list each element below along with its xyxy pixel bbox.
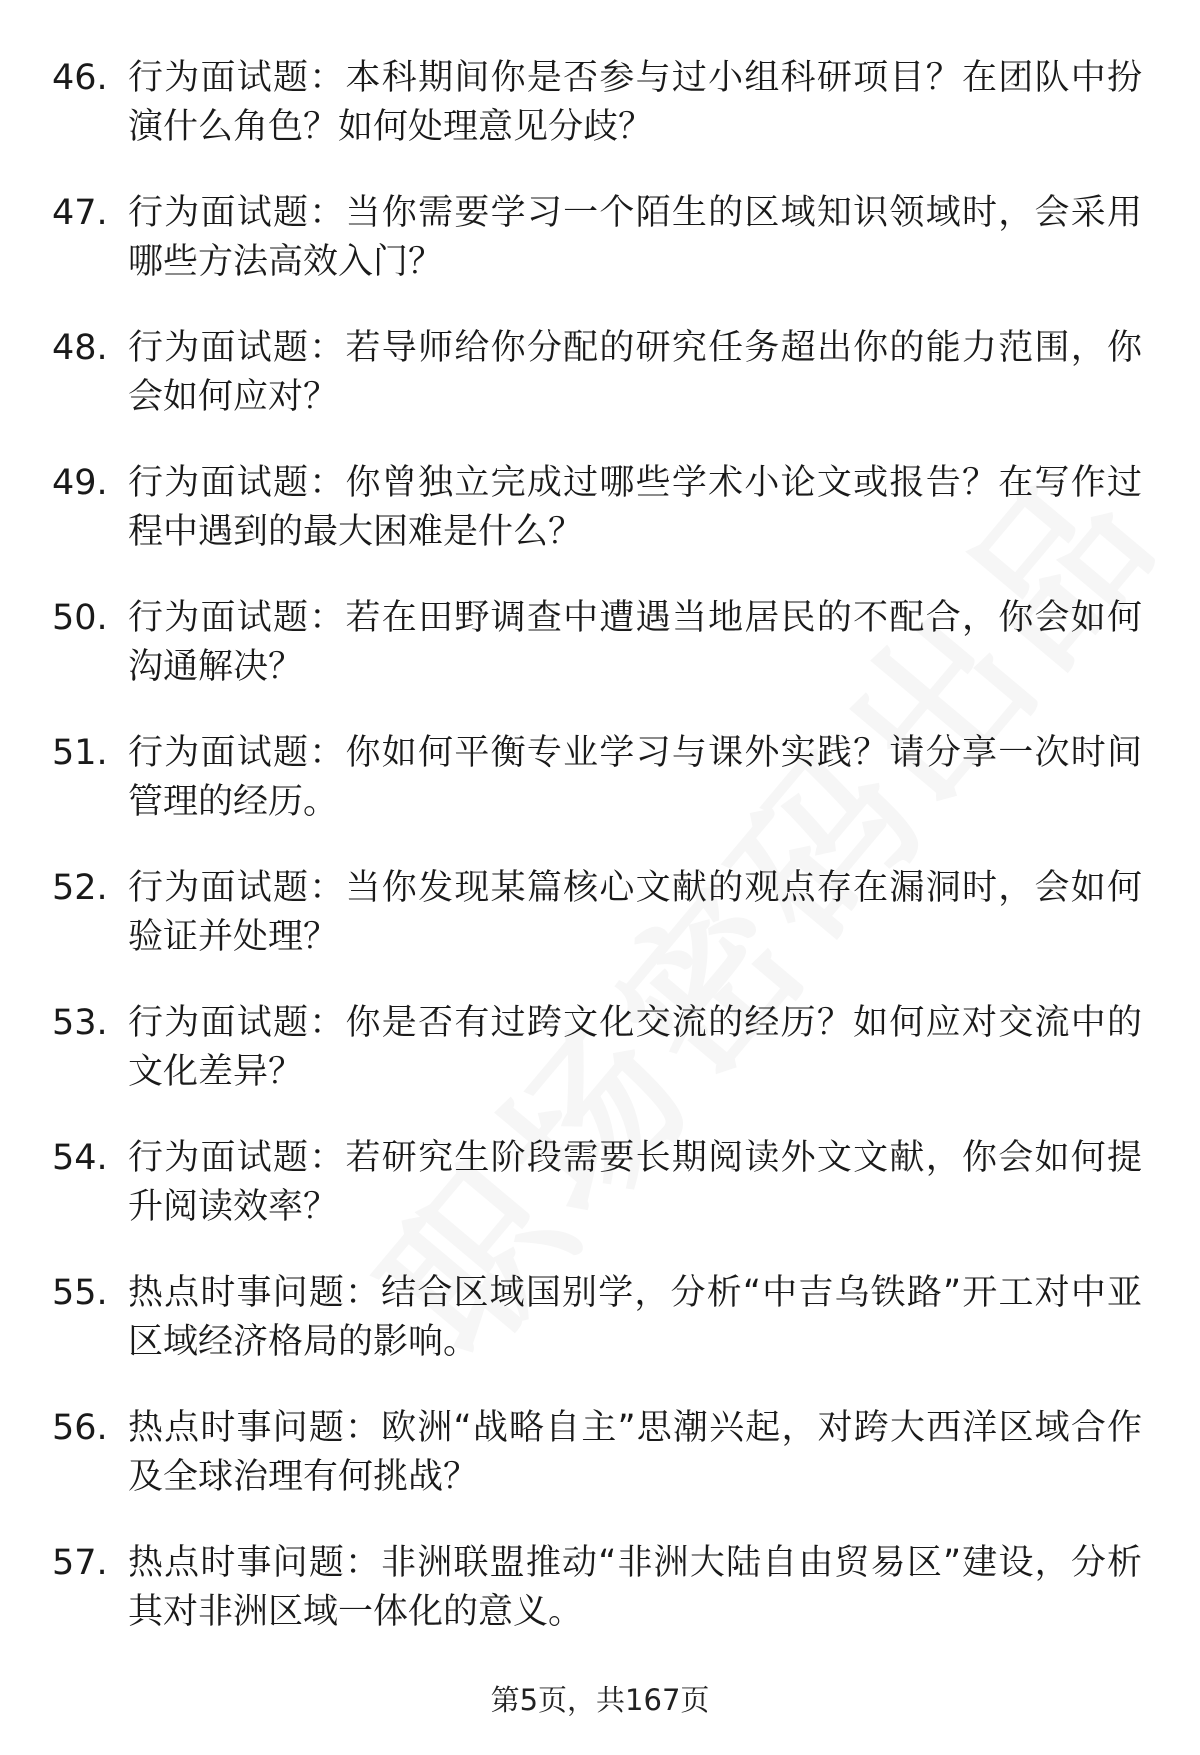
question-item <box>52 459 1142 557</box>
question-number: 51. <box>52 733 108 773</box>
question-item <box>52 324 1142 422</box>
question-number: 49. <box>52 463 108 503</box>
question-number: 48. <box>52 328 108 368</box>
question-list <box>52 54 1142 1674</box>
question-text: 行为面试题：若导师给你分配的研究任务超出你的能力范围，你会如何应对？ <box>128 328 1142 417</box>
question-number: 57. <box>52 1543 108 1583</box>
question-item <box>52 1134 1142 1232</box>
question-number: 54. <box>52 1138 108 1178</box>
question-item <box>52 864 1142 962</box>
question-item <box>52 1404 1142 1502</box>
question-text: 行为面试题：若在田野调查中遭遇当地居民的不配合，你会如何沟通解决？ <box>128 598 1142 687</box>
question-number: 56. <box>52 1408 108 1448</box>
question-item <box>52 54 1142 152</box>
question-text: 行为面试题：当你发现某篇核心文献的观点存在漏洞时，会如何验证并处理？ <box>128 868 1142 957</box>
question-number: 50. <box>52 598 108 638</box>
question-number: 55. <box>52 1273 108 1313</box>
question-text: 行为面试题：若研究生阶段需要长期阅读外文文献，你会如何提升阅读效率？ <box>128 1138 1142 1227</box>
page-indicator: 第5页，共167页 <box>490 1683 710 1717</box>
question-text: 行为面试题：本科期间你是否参与过小组科研项目？在团队中扮演什么角色？如何处理意见分歧？ <box>128 58 1142 147</box>
question-item <box>52 1539 1142 1637</box>
question-number: 47. <box>52 193 108 233</box>
question-text: 行为面试题：当你需要学习一个陌生的区域知识领域时，会采用哪些方法高效入门？ <box>128 193 1142 282</box>
question-item <box>52 729 1142 827</box>
question-item <box>52 1269 1142 1367</box>
question-item <box>52 189 1142 287</box>
question-item <box>52 999 1142 1097</box>
question-number: 46. <box>52 58 108 98</box>
question-number: 53. <box>52 1003 108 1043</box>
question-text: 行为面试题：你曾独立完成过哪些学术小论文或报告？在写作过程中遇到的最大困难是什么？ <box>128 463 1142 552</box>
question-item <box>52 594 1142 692</box>
question-text: 热点时事问题：非洲联盟推动“非洲大陆自由贸易区”建设，分析其对非洲区域一体化的意义。 <box>128 1543 1142 1632</box>
question-text: 热点时事问题：结合区域国别学，分析“中吉乌铁路”开工对中亚区域经济格局的影响。 <box>128 1273 1142 1362</box>
question-text: 行为面试题：你如何平衡专业学习与课外实践？请分享一次时间管理的经历。 <box>128 733 1142 822</box>
question-text: 行为面试题：你是否有过跨文化交流的经历？如何应对交流中的文化差异？ <box>128 1003 1142 1092</box>
question-number: 52. <box>52 868 108 908</box>
question-text: 热点时事问题：欧洲“战略自主”思潮兴起，对跨大西洋区域合作及全球治理有何挑战？ <box>128 1408 1142 1497</box>
